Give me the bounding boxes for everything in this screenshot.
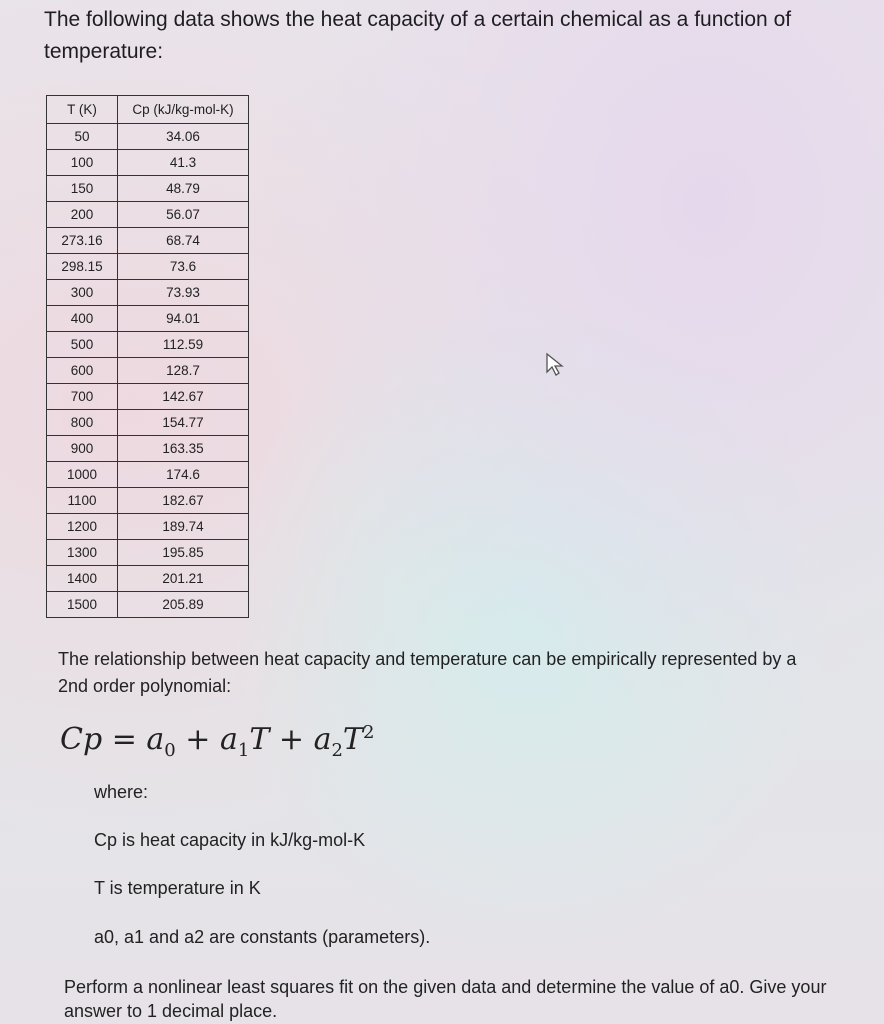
table-row bbox=[47, 436, 249, 462]
cell-heat-capacity: 73.93 bbox=[118, 280, 249, 306]
cell-heat-capacity: 182.67 bbox=[118, 488, 249, 514]
table-row bbox=[47, 254, 249, 280]
mouse-cursor-icon bbox=[545, 352, 565, 383]
eq-a1-sub: 1 bbox=[237, 740, 250, 761]
cell-heat-capacity: 68.74 bbox=[118, 228, 249, 254]
column-header-heat-capacity: Cp (kJ/kg-mol-K) bbox=[118, 96, 249, 124]
cell-heat-capacity: 195.85 bbox=[118, 540, 249, 566]
cell-heat-capacity: 205.89 bbox=[118, 592, 249, 618]
cell-heat-capacity: 56.07 bbox=[118, 202, 249, 228]
cell-temperature: 1300 bbox=[47, 540, 118, 566]
table-header-row bbox=[47, 96, 249, 124]
table-row bbox=[47, 592, 249, 618]
definition-constants: a0, a1 and a2 are constants (parameters). bbox=[94, 927, 431, 947]
cell-temperature: 1200 bbox=[47, 514, 118, 540]
table-row bbox=[47, 228, 249, 254]
eq-plus-1: + bbox=[185, 722, 211, 757]
table-row bbox=[47, 384, 249, 410]
intro-text: The following data shows the heat capacity of a certain chemical as a function of temperature: bbox=[44, 8, 792, 63]
table-row bbox=[47, 514, 249, 540]
polynomial-equation bbox=[60, 722, 374, 761]
cell-temperature: 700 bbox=[47, 384, 118, 410]
eq-t1: T bbox=[249, 722, 270, 757]
question-text: Perform a nonlinear least squares fit on the given data and determine the value of a0. Give your answer to 1 decimal place. bbox=[64, 977, 827, 1021]
table-row bbox=[47, 540, 249, 566]
cell-heat-capacity: 94.01 bbox=[118, 306, 249, 332]
eq-power: 2 bbox=[362, 722, 375, 743]
eq-t2: T bbox=[342, 722, 363, 757]
cell-temperature: 300 bbox=[47, 280, 118, 306]
cell-heat-capacity: 201.21 bbox=[118, 566, 249, 592]
table-row bbox=[47, 332, 249, 358]
cell-heat-capacity: 41.3 bbox=[118, 150, 249, 176]
cell-heat-capacity: 154.77 bbox=[118, 410, 249, 436]
cell-heat-capacity: 73.6 bbox=[118, 254, 249, 280]
cell-heat-capacity: 163.35 bbox=[118, 436, 249, 462]
table-row bbox=[47, 150, 249, 176]
cell-temperature: 1400 bbox=[47, 566, 118, 592]
eq-a0-sub: 0 bbox=[164, 740, 176, 761]
table-row bbox=[47, 202, 249, 228]
table-row bbox=[47, 306, 249, 332]
cell-heat-capacity: 112.59 bbox=[118, 332, 249, 358]
cell-temperature: 50 bbox=[47, 124, 118, 150]
cell-temperature: 900 bbox=[47, 436, 118, 462]
definition-cp: Cp is heat capacity in kJ/kg-mol-K bbox=[94, 830, 366, 850]
relationship-text: The relationship between heat capacity and temperature can be empirically represented by a 2nd order polynomial: bbox=[58, 649, 797, 696]
table-row bbox=[47, 488, 249, 514]
cell-temperature: 200 bbox=[47, 202, 118, 228]
cell-temperature: 500 bbox=[47, 332, 118, 358]
cell-temperature: 1000 bbox=[47, 462, 118, 488]
table-row bbox=[47, 358, 249, 384]
cell-temperature: 800 bbox=[47, 410, 118, 436]
cell-heat-capacity: 34.06 bbox=[118, 124, 249, 150]
cell-temperature: 150 bbox=[47, 176, 118, 202]
cell-temperature: 1500 bbox=[47, 592, 118, 618]
column-header-temperature: T (K) bbox=[47, 96, 118, 124]
table-row bbox=[47, 462, 249, 488]
cell-heat-capacity: 142.67 bbox=[118, 384, 249, 410]
cell-heat-capacity: 48.79 bbox=[118, 176, 249, 202]
cell-temperature: 1100 bbox=[47, 488, 118, 514]
eq-plus-2: + bbox=[278, 722, 305, 757]
cell-temperature: 298.15 bbox=[47, 254, 118, 280]
cell-heat-capacity: 128.7 bbox=[118, 358, 249, 384]
data-table bbox=[46, 95, 249, 618]
where-label: where: bbox=[94, 782, 149, 802]
cell-temperature: 273.16 bbox=[47, 228, 118, 254]
eq-a1: a bbox=[219, 722, 238, 757]
cell-temperature: 600 bbox=[47, 358, 118, 384]
table-row bbox=[47, 124, 249, 150]
cell-temperature: 400 bbox=[47, 306, 118, 332]
cell-heat-capacity: 174.6 bbox=[118, 462, 249, 488]
eq-equals: = bbox=[111, 722, 137, 757]
eq-a0: a bbox=[146, 722, 165, 757]
cell-heat-capacity: 189.74 bbox=[118, 514, 249, 540]
table-row bbox=[47, 566, 249, 592]
eq-a2: a bbox=[313, 722, 332, 757]
definition-t: T is temperature in K bbox=[94, 878, 261, 898]
table-row bbox=[47, 176, 249, 202]
table-row bbox=[47, 410, 249, 436]
table-row bbox=[47, 280, 249, 306]
eq-lhs: Cp bbox=[60, 722, 103, 757]
eq-a2-sub: 2 bbox=[331, 740, 343, 761]
cell-temperature: 100 bbox=[47, 150, 118, 176]
